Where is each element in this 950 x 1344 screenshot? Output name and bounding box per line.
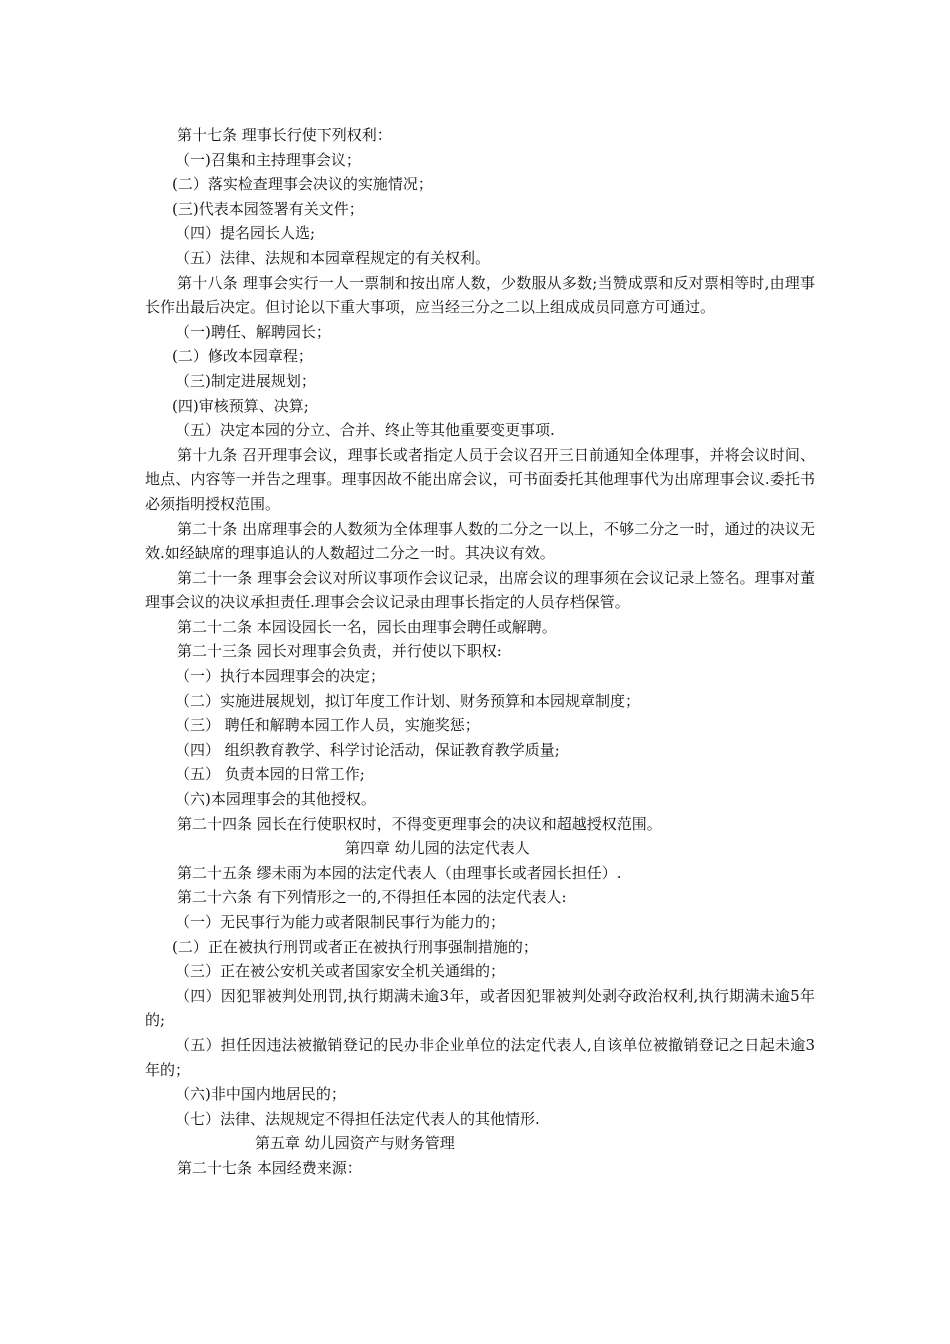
item-3: (三)代表本园签署有关文件； [172, 199, 364, 218]
item-4: (四)审核预算、决算; [172, 396, 309, 415]
item-1: （一)聘任、解聘园长； [175, 322, 331, 341]
chapter-4-heading: 第四章 幼儿园的法定代表人 [345, 839, 530, 858]
item-5: （五）法律、法规和本园章程规定的有关权利。 [175, 248, 491, 267]
item-2: （二）实施进展规划，拟订年度工作计划、财务预算和本园规章制度； [175, 691, 641, 710]
item-1: （一)召集和主持理事会议； [175, 150, 361, 169]
item-5: （五）决定本园的分立、合并、终止等其他重要变更事项. [175, 421, 555, 440]
item-2: (二）正在被执行刑罚或者正在被执行刑事强制措施的； [172, 937, 538, 956]
item-7: （七）法律、法规规定不得担任法定代表人的其他情形. [175, 1109, 540, 1128]
article-26: 第二十六条 有下列情形之一的,不得担任本园的法定代表人: [177, 888, 567, 907]
item-3: （三）正在被公安机关或者国家安全机关通缉的； [175, 962, 506, 981]
item-1: （一）无民事行为能力或者限制民事行为能力的； [175, 913, 506, 931]
article-18: 第十八条 理事会实行一人一票制和按出席人数，少数服从多数;当赞成票和反对票相等时,由理事长作出最后决定。但讨论以下重大事项，应当经三分之二以上组成成员同意方可通过。 [145, 273, 815, 317]
article-20: 第二十条 出席理事会的人数须为全体理事人数的二分之一以上，不够二分之一时，通过的决议无效.如经缺席的理事追认的人数超过二分之一时。其决议有效。 [145, 519, 815, 563]
article-22: 第二十二条 本园设园长一名，园长由理事会聘任或解聘。 [177, 617, 557, 636]
item-6: （六)非中国内地居民的； [175, 1085, 346, 1104]
article-27: 第二十七条 本园经费来源： [177, 1158, 362, 1177]
item-1: （一）执行本园理事会的决定； [175, 667, 386, 686]
article-21: 第二十一条 理事会会议对所议事项作会议记录，出席会议的理事须在会议记录上签名。理事对董理事会议的决议承担责任.理事会会议记录由理事长指定的人员存档保管。 [145, 568, 815, 612]
item-3: （三） 聘任和解聘本园工作人员，实施奖惩； [175, 716, 480, 735]
item-5: （五）担任因违法被撤销登记的民办非企业单位的法定代表人,自该单位被撤销登记之日起未逾3年的； [145, 1035, 815, 1079]
item-4: （四）提名园长人选; [175, 224, 316, 243]
article-19: 第十九条 召开理事会议，理事长或者指定人员于会议召开三日前通知全体理事，并将会议时间、地点、内容等一并告之理事。理事因故不能出席会议，可书面委托其他理事代为出席理事会议.委托书必须指明授权范围。 [145, 445, 815, 513]
item-5: （五） 负责本园的日常工作; [175, 765, 365, 784]
article-17: 第十七条 理事长行使下列权利： [177, 126, 392, 144]
article-24: 第二十四条 园长在行使职权时，不得变更理事会的决议和超越授权范围。 [177, 814, 662, 833]
article-23: 第二十三条 园长对理事会负责，并行使以下职权: [177, 642, 502, 661]
item-2: (二）落实检查理事会决议的实施情况； [172, 175, 433, 194]
item-6: （六)本园理事会的其他授权。 [175, 790, 376, 809]
item-2: (二）修改本园章程； [172, 347, 313, 366]
article-25: 第二十五条 缪未雨为本园的法定代表人（由理事长或者园长担任）. [177, 863, 622, 882]
item-4: （四） 组织教育教学、科学讨论活动，保证教育教学质量; [175, 740, 560, 759]
document-page [145, 123, 815, 1181]
item-4: （四）因犯罪被判处刑罚,执行期满未逾3年，或者因犯罪被判处剥夺政治权利,执行期满未逾5年的; [145, 986, 815, 1030]
chapter-5-heading: 第五章 幼儿园资产与财务管理 [255, 1134, 455, 1153]
item-3: （三)制定进展规划； [175, 371, 316, 390]
